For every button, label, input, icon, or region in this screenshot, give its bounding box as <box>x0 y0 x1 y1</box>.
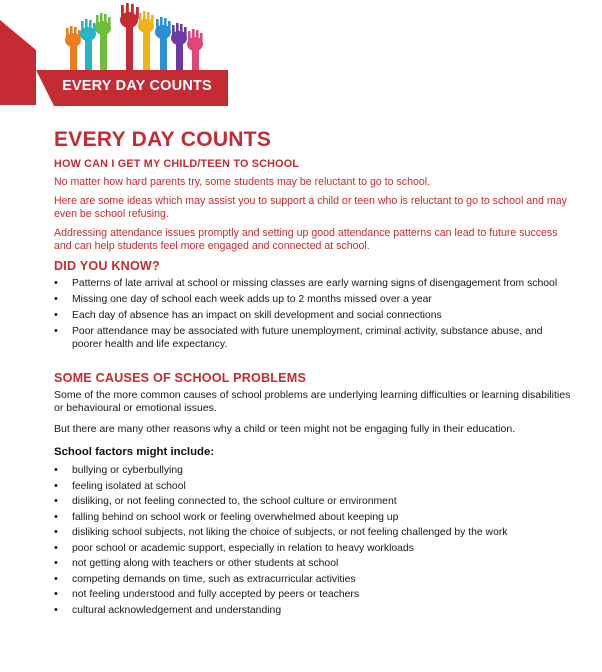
document-body <box>54 128 574 619</box>
list-item: • Missing one day of school each week adds up to 2 months missed over a year <box>54 293 574 306</box>
did-you-know-list <box>54 277 574 351</box>
list-item: • disliking school subjects, not liking the choice of subjects, or not feeling challenged by the work <box>54 526 574 539</box>
list-item: • Each day of absence has an impact on skill development and social connections <box>54 309 574 322</box>
list-item: • Patterns of late arrival at school or missing classes are early warning signs of disengagement from school <box>54 277 574 290</box>
list-item: • falling behind on school work or feeling overwhelmed about keeping up <box>54 511 574 524</box>
raised-hands-logo <box>0 0 602 112</box>
intro-paragraph: No matter how hard parents try, some students may be reluctant to go to school. <box>54 176 431 188</box>
list-item: • disliking, or not feeling connected to, the school culture or environment <box>54 495 574 508</box>
intro-paragraph: Here are some ideas which may assist you to support a child or teen who is reluctant to go to school and may even be school refusing. <box>54 195 567 220</box>
school-factors-heading: School factors might include: <box>54 446 215 458</box>
banner-title: EVERY DAY COUNTS <box>62 78 212 94</box>
list-item: • cultural acknowledgement and understanding <box>54 604 574 617</box>
list-item: • not feeling understood and fully accepted by peers or teachers <box>54 588 574 601</box>
list-item: • competing demands on time, such as extracurricular activities <box>54 573 574 586</box>
causes-paragraph: But there are many other reasons why a child or teen might not be engaging fully in their education. <box>54 423 516 435</box>
list-item: • Poor attendance may be associated with future unemployment, criminal activity, substance abuse, and poorer health and life expectancy. <box>54 325 574 351</box>
list-item: • poor school or academic support, especially in relation to heavy workloads <box>54 542 574 555</box>
list-item: • not getting along with teachers or other students at school <box>54 557 574 570</box>
page-title: EVERY DAY COUNTS <box>54 128 272 151</box>
section-heading-did-you-know: DID YOU KNOW? <box>54 259 160 273</box>
intro-paragraph: Addressing attendance issues promptly and setting up good attendance patterns can lead to future success and can help students feel more engaged and connected at school. <box>54 227 558 252</box>
school-factors-list <box>54 464 574 617</box>
list-item: • bullying or cyberbullying <box>54 464 574 477</box>
causes-paragraph: Some of the more common causes of school problems are underlying learning difficulties or learning disabilities or behavioural or emotional issues. <box>54 389 571 414</box>
header-banner <box>0 0 602 112</box>
list-item: • feeling isolated at school <box>54 480 574 493</box>
subheading: HOW CAN I GET MY CHILD/TEEN TO SCHOOL <box>54 158 300 170</box>
section-heading-causes: SOME CAUSES OF SCHOOL PROBLEMS <box>54 371 307 385</box>
